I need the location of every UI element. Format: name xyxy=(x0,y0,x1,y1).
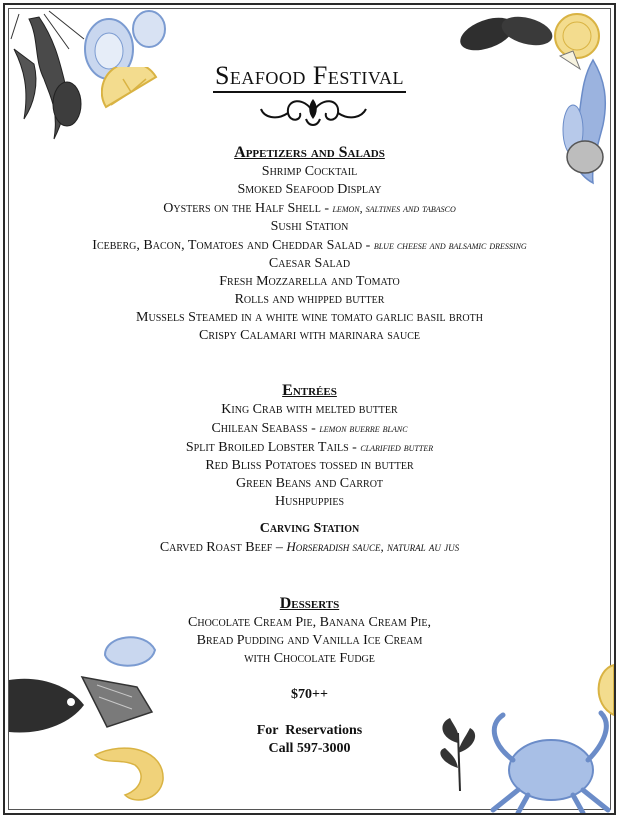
entrees-heading: Entrées xyxy=(282,382,337,399)
menu-item: Smoked Seafood Display xyxy=(237,182,382,197)
reservations-line: For Reservations xyxy=(256,723,363,738)
menu-item: Iceberg, Bacon, Tomatoes and Cheddar Salad - blue cheese and balsamic dressing xyxy=(92,238,527,253)
menu-item-note: lemon, saltines and tabasco xyxy=(332,201,456,215)
appetizers-section xyxy=(5,143,614,345)
menu-item: Shrimp Cocktail xyxy=(261,164,358,179)
desserts-section xyxy=(5,594,614,668)
menu-item: Chilean Seabass - lemon buerre blanc xyxy=(211,421,408,436)
carving-section xyxy=(5,520,614,557)
menu-item: Rolls and whipped butter xyxy=(234,292,385,307)
menu-item-note: blue cheese and balsamic dressing xyxy=(373,238,527,252)
menu-item-note: lemon buerre blanc xyxy=(319,421,408,435)
menu-item: Sushi Station xyxy=(270,219,349,234)
menu-item: Split Broiled Lobster Tails - clarified butter xyxy=(185,440,434,455)
menu-item: Oysters on the Half Shell - lemon, saltines and tabasco xyxy=(163,201,456,216)
page-title xyxy=(5,61,614,91)
menu-item-note: clarified butter xyxy=(360,440,434,454)
desserts-heading: Desserts xyxy=(279,595,340,612)
menu-page xyxy=(3,3,616,815)
menu-item: Bread Pudding and Vanilla Ice Cream xyxy=(196,633,423,648)
reservations-phone: Call 597-3000 xyxy=(268,741,351,756)
menu-item: Green Beans and Carrot xyxy=(235,476,384,491)
price: $70++ xyxy=(291,687,328,702)
carving-heading: Carving Station xyxy=(259,521,360,536)
menu-item: Caesar Salad xyxy=(268,256,351,271)
menu-item: with Chocolate Fudge xyxy=(244,651,375,666)
menu-item: Crispy Calamari with marinara sauce xyxy=(198,328,420,343)
appetizers-heading: Appetizers and Salads xyxy=(234,144,385,161)
menu-item: Mussels Steamed in a white wine tomato garlic basil broth xyxy=(136,310,483,325)
menu-item: Chocolate Cream Pie, Banana Cream Pie, xyxy=(188,615,431,630)
flourish-icon xyxy=(256,91,371,133)
menu-item: King Crab with melted butter xyxy=(221,402,398,417)
entrees-section xyxy=(5,381,614,511)
menu-item: Hushpuppies xyxy=(274,494,345,509)
menu-item: Carved Roast Beef – Horseradish sauce, natural au jus xyxy=(159,539,460,555)
reservations xyxy=(5,722,614,758)
menu-item: Fresh Mozzarella and Tomato xyxy=(219,274,400,289)
menu-item-note: Horseradish sauce, natural au jus xyxy=(286,539,460,554)
title-text: Seafood Festival xyxy=(213,61,406,93)
menu-item: Red Bliss Potatoes tossed in butter xyxy=(205,458,414,473)
mussel-icon xyxy=(457,9,557,69)
